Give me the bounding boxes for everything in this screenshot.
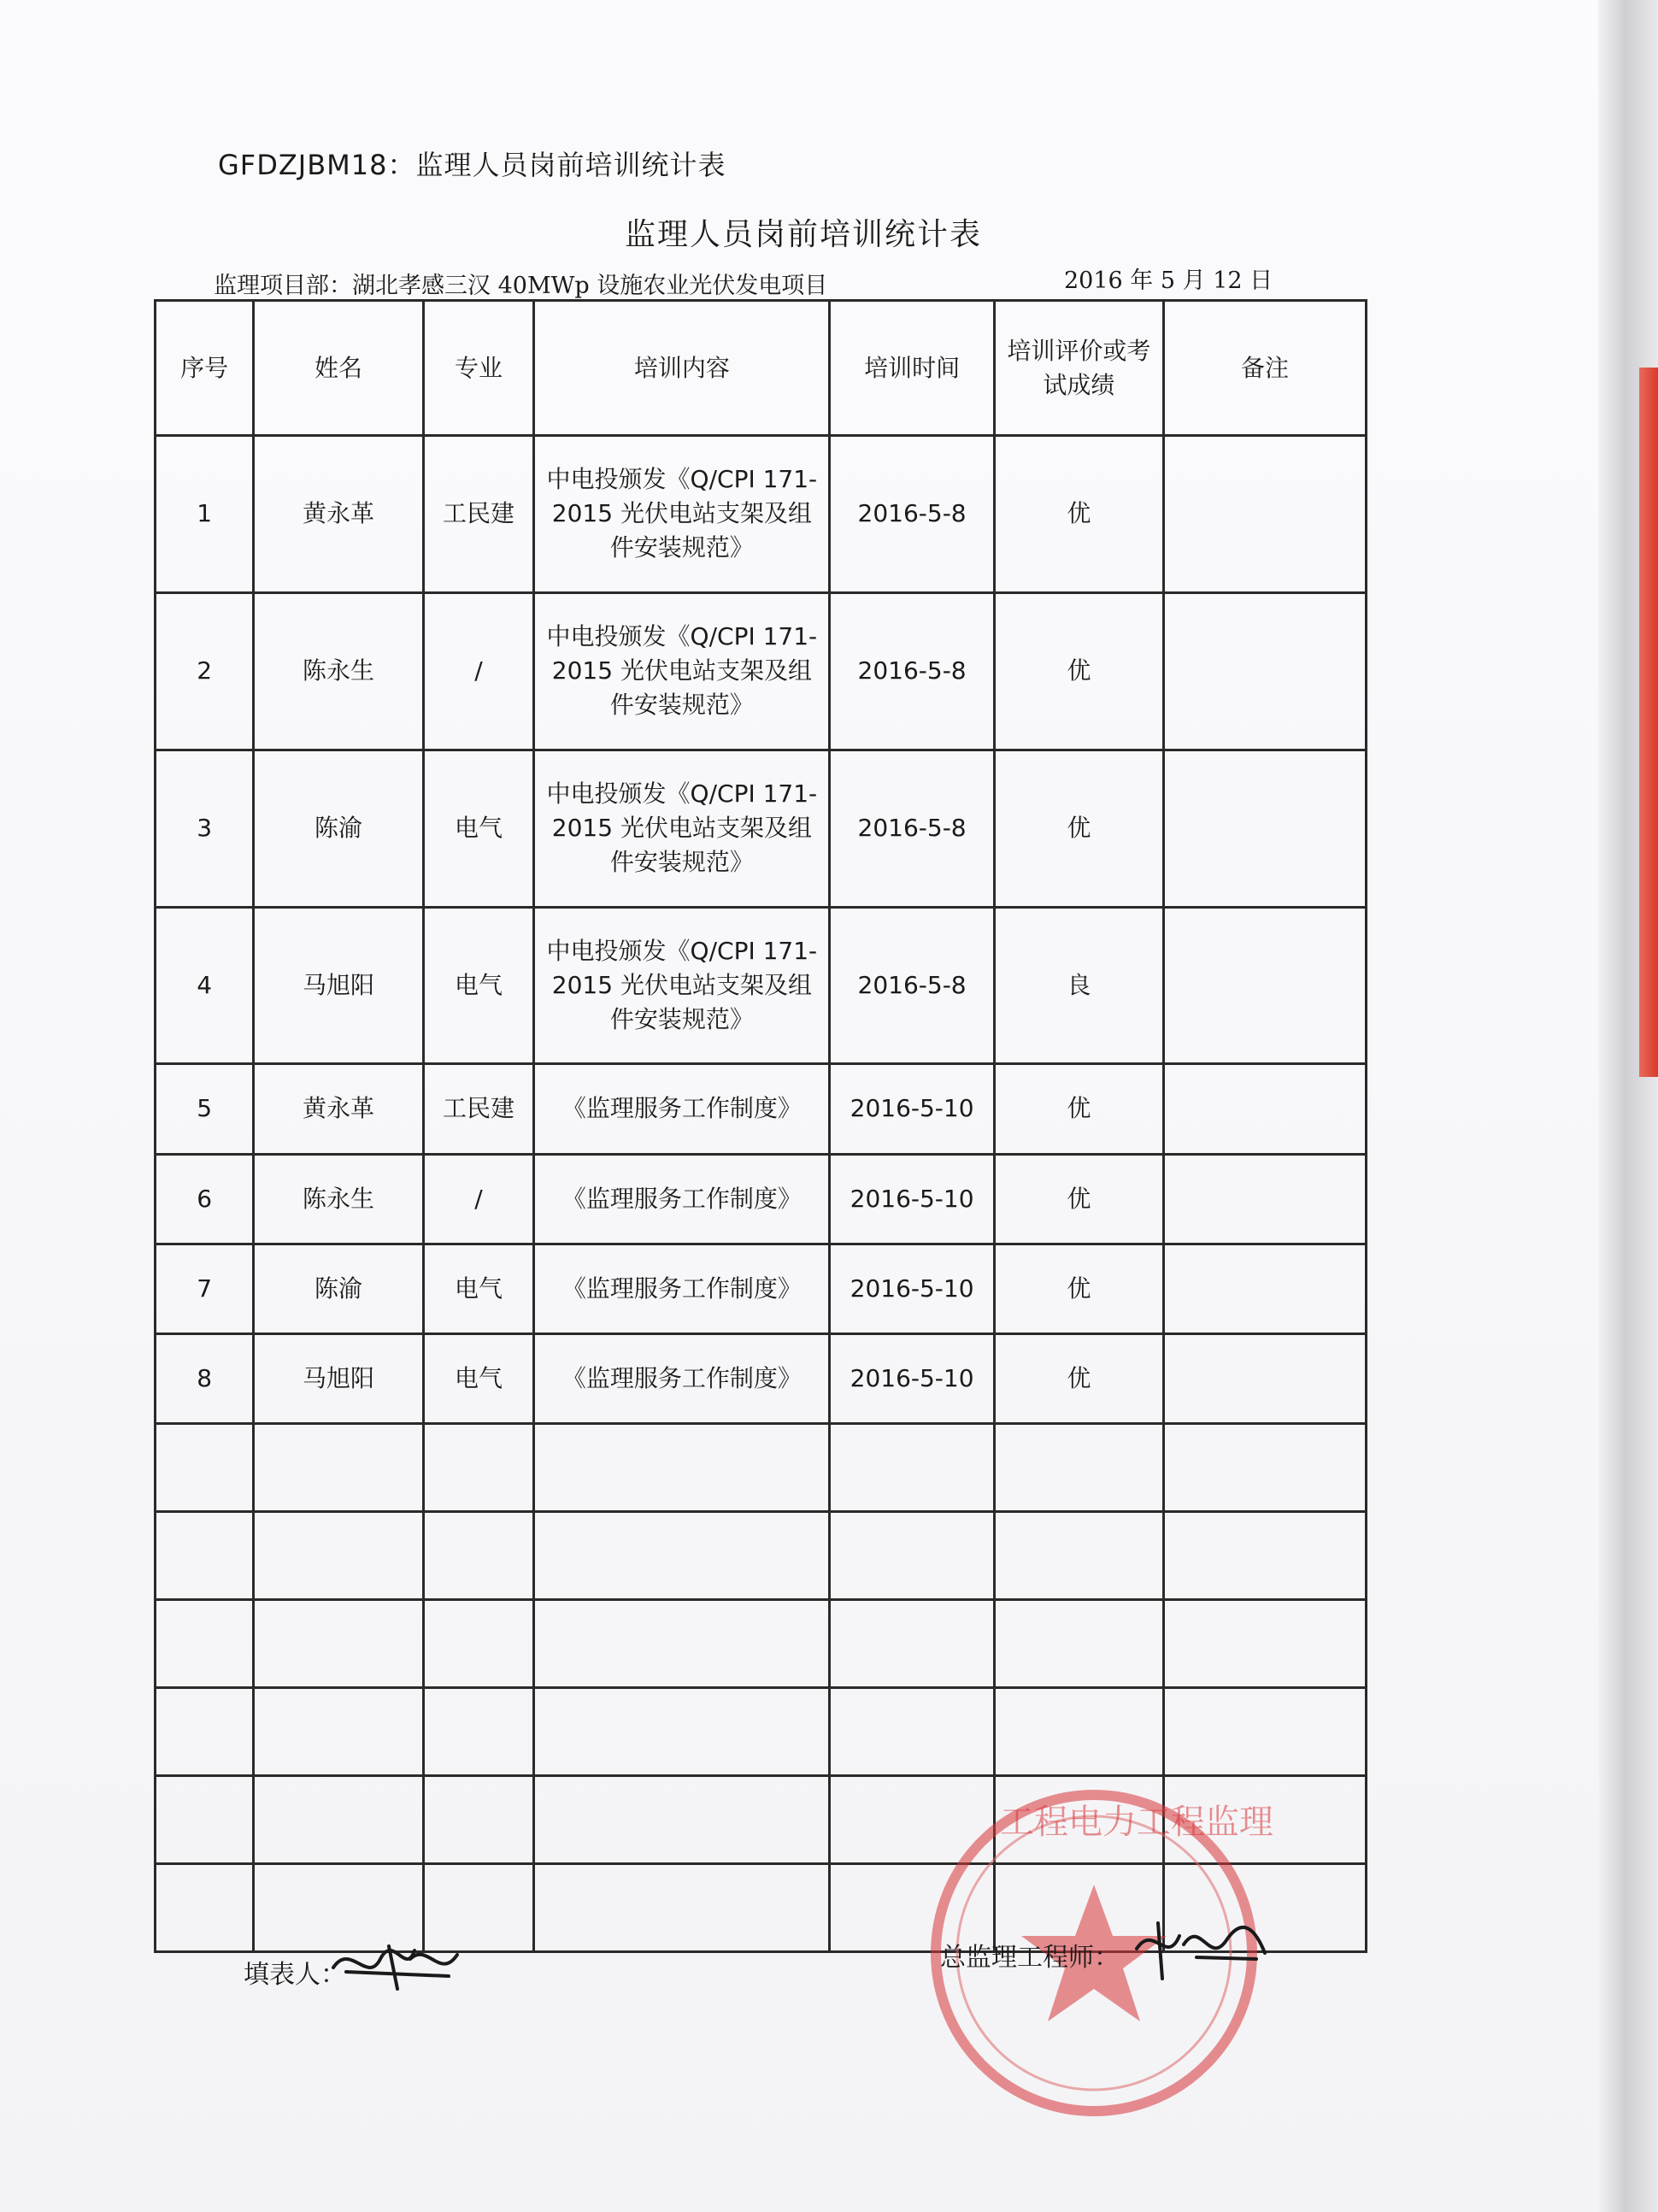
empty-cell [156, 1423, 254, 1511]
column-header-6: 备注 [1164, 301, 1367, 436]
training-table [154, 299, 1367, 1953]
chief-engineer-signature [1128, 1906, 1273, 1983]
column-header-0: 序号 [156, 301, 254, 436]
table-cell: 优 [994, 750, 1163, 907]
table-header-row [156, 301, 1367, 436]
table-cell: 2016-5-10 [830, 1244, 994, 1333]
table-cell: 黄永革 [254, 1064, 423, 1154]
table-cell: / [423, 1154, 534, 1244]
table-cell: 2016-5-8 [830, 750, 994, 907]
empty-cell [1164, 1511, 1367, 1599]
empty-cell [994, 1511, 1163, 1599]
table-cell [1164, 907, 1367, 1064]
filler-label: 填表人： [244, 1960, 346, 1990]
table-cell: 中电投颁发《Q/CPI 171-2015 光伏电站支架及组件安装规范》 [534, 750, 830, 907]
empty-table-row [156, 1423, 1367, 1511]
table-row [156, 592, 1367, 750]
empty-cell [534, 1775, 830, 1863]
empty-table-row [156, 1599, 1367, 1687]
column-header-4: 培训时间 [830, 301, 994, 436]
page-edge-shadow [1598, 0, 1658, 2212]
table-cell: 马旭阳 [254, 907, 423, 1064]
empty-cell [156, 1775, 254, 1863]
empty-cell [830, 1511, 994, 1599]
table-body [156, 436, 1367, 1952]
table-cell [1164, 1244, 1367, 1333]
table-cell: 马旭阳 [254, 1333, 423, 1423]
column-header-2: 专业 [423, 301, 534, 436]
empty-cell [423, 1775, 534, 1863]
table-cell: 2016-5-8 [830, 436, 994, 593]
table-cell: 陈永生 [254, 1154, 423, 1244]
empty-cell [994, 1687, 1163, 1775]
table-cell: 优 [994, 1244, 1163, 1333]
table-cell: 中电投颁发《Q/CPI 171-2015 光伏电站支架及组件安装规范》 [534, 436, 830, 593]
table-row [156, 436, 1367, 593]
table-cell: 2 [156, 592, 254, 750]
document-code: GFDZJBM18：监理人员岗前培训统计表 [218, 149, 726, 181]
empty-cell [534, 1599, 830, 1687]
table-cell: 《监理服务工作制度》 [534, 1154, 830, 1244]
page-title: 监理人员岗前培训统计表 [624, 217, 982, 252]
table-cell: 优 [994, 1064, 1163, 1154]
empty-cell [830, 1687, 994, 1775]
table-cell: 陈永生 [254, 592, 423, 750]
table-row [156, 1244, 1367, 1333]
table-cell: 《监理服务工作制度》 [534, 1244, 830, 1333]
table-row [156, 750, 1367, 907]
table-cell: 工民建 [423, 436, 534, 593]
table-cell: 3 [156, 750, 254, 907]
table-row [156, 907, 1367, 1064]
table-cell: 1 [156, 436, 254, 593]
chief-engineer-label: 总监理工程师： [940, 1943, 1120, 1973]
empty-cell [994, 1423, 1163, 1511]
column-header-1: 姓名 [254, 301, 423, 436]
table-cell: 优 [994, 436, 1163, 593]
empty-table-row [156, 1511, 1367, 1599]
table-cell: 8 [156, 1333, 254, 1423]
table-cell: 4 [156, 907, 254, 1064]
table-cell: 黄永革 [254, 436, 423, 593]
empty-cell [254, 1511, 423, 1599]
empty-cell [994, 1599, 1163, 1687]
table-cell: / [423, 592, 534, 750]
table-row [156, 1064, 1367, 1154]
empty-cell [156, 1687, 254, 1775]
table-cell: 良 [994, 907, 1163, 1064]
empty-cell [423, 1511, 534, 1599]
empty-cell [534, 1863, 830, 1951]
table-cell [1164, 1064, 1367, 1154]
empty-cell [534, 1511, 830, 1599]
empty-cell [156, 1863, 254, 1951]
table-cell: 中电投颁发《Q/CPI 171-2015 光伏电站支架及组件安装规范》 [534, 592, 830, 750]
table-cell: 电气 [423, 1333, 534, 1423]
table-cell: 《监理服务工作制度》 [534, 1064, 830, 1154]
column-header-3: 培训内容 [534, 301, 830, 436]
empty-cell [254, 1687, 423, 1775]
table-cell: 2016-5-10 [830, 1064, 994, 1154]
empty-cell [156, 1511, 254, 1599]
empty-cell [1164, 1599, 1367, 1687]
empty-cell [423, 1599, 534, 1687]
table-cell: 电气 [423, 1244, 534, 1333]
table-cell [1164, 592, 1367, 750]
table-cell: 陈渝 [254, 1244, 423, 1333]
table-cell: 2016-5-8 [830, 592, 994, 750]
red-folder-tab [1639, 368, 1658, 1077]
table-cell: 电气 [423, 907, 534, 1064]
table-cell: 陈渝 [254, 750, 423, 907]
table-cell: 电气 [423, 750, 534, 907]
empty-cell [423, 1687, 534, 1775]
table-cell: 7 [156, 1244, 254, 1333]
table-cell: 2016-5-10 [830, 1154, 994, 1244]
filler-signature [329, 1933, 466, 1993]
table-cell: 中电投颁发《Q/CPI 171-2015 光伏电站支架及组件安装规范》 [534, 907, 830, 1064]
empty-cell [254, 1599, 423, 1687]
table-cell: 优 [994, 1333, 1163, 1423]
empty-cell [254, 1423, 423, 1511]
empty-table-row [156, 1687, 1367, 1775]
table-cell: 优 [994, 1154, 1163, 1244]
table-cell: 工民建 [423, 1064, 534, 1154]
empty-cell [830, 1423, 994, 1511]
empty-cell [534, 1423, 830, 1511]
empty-cell [1164, 1687, 1367, 1775]
table-cell: 6 [156, 1154, 254, 1244]
empty-cell [156, 1599, 254, 1687]
table-cell: 5 [156, 1064, 254, 1154]
empty-cell [830, 1599, 994, 1687]
table-cell [1164, 1333, 1367, 1423]
empty-cell [423, 1423, 534, 1511]
table-cell [1164, 1154, 1367, 1244]
table-row [156, 1333, 1367, 1423]
table-cell: 《监理服务工作制度》 [534, 1333, 830, 1423]
document-date: 2016 年 5 月 12 日 [1064, 268, 1273, 294]
table-cell: 优 [994, 592, 1163, 750]
table-cell [1164, 750, 1367, 907]
seal-text: 工程电力工程监理 [1000, 1803, 1273, 1842]
training-table-wrapper [154, 299, 1367, 1953]
empty-cell [1164, 1423, 1367, 1511]
table-cell [1164, 436, 1367, 593]
empty-cell [534, 1687, 830, 1775]
column-header-5: 培训评价或考试成绩 [994, 301, 1163, 436]
table-cell: 2016-5-8 [830, 907, 994, 1064]
table-cell: 2016-5-10 [830, 1333, 994, 1423]
empty-cell [254, 1775, 423, 1863]
project-line: 监理项目部：湖北孝感三汉 40MWp 设施农业光伏发电项目 [214, 273, 828, 299]
table-row [156, 1154, 1367, 1244]
